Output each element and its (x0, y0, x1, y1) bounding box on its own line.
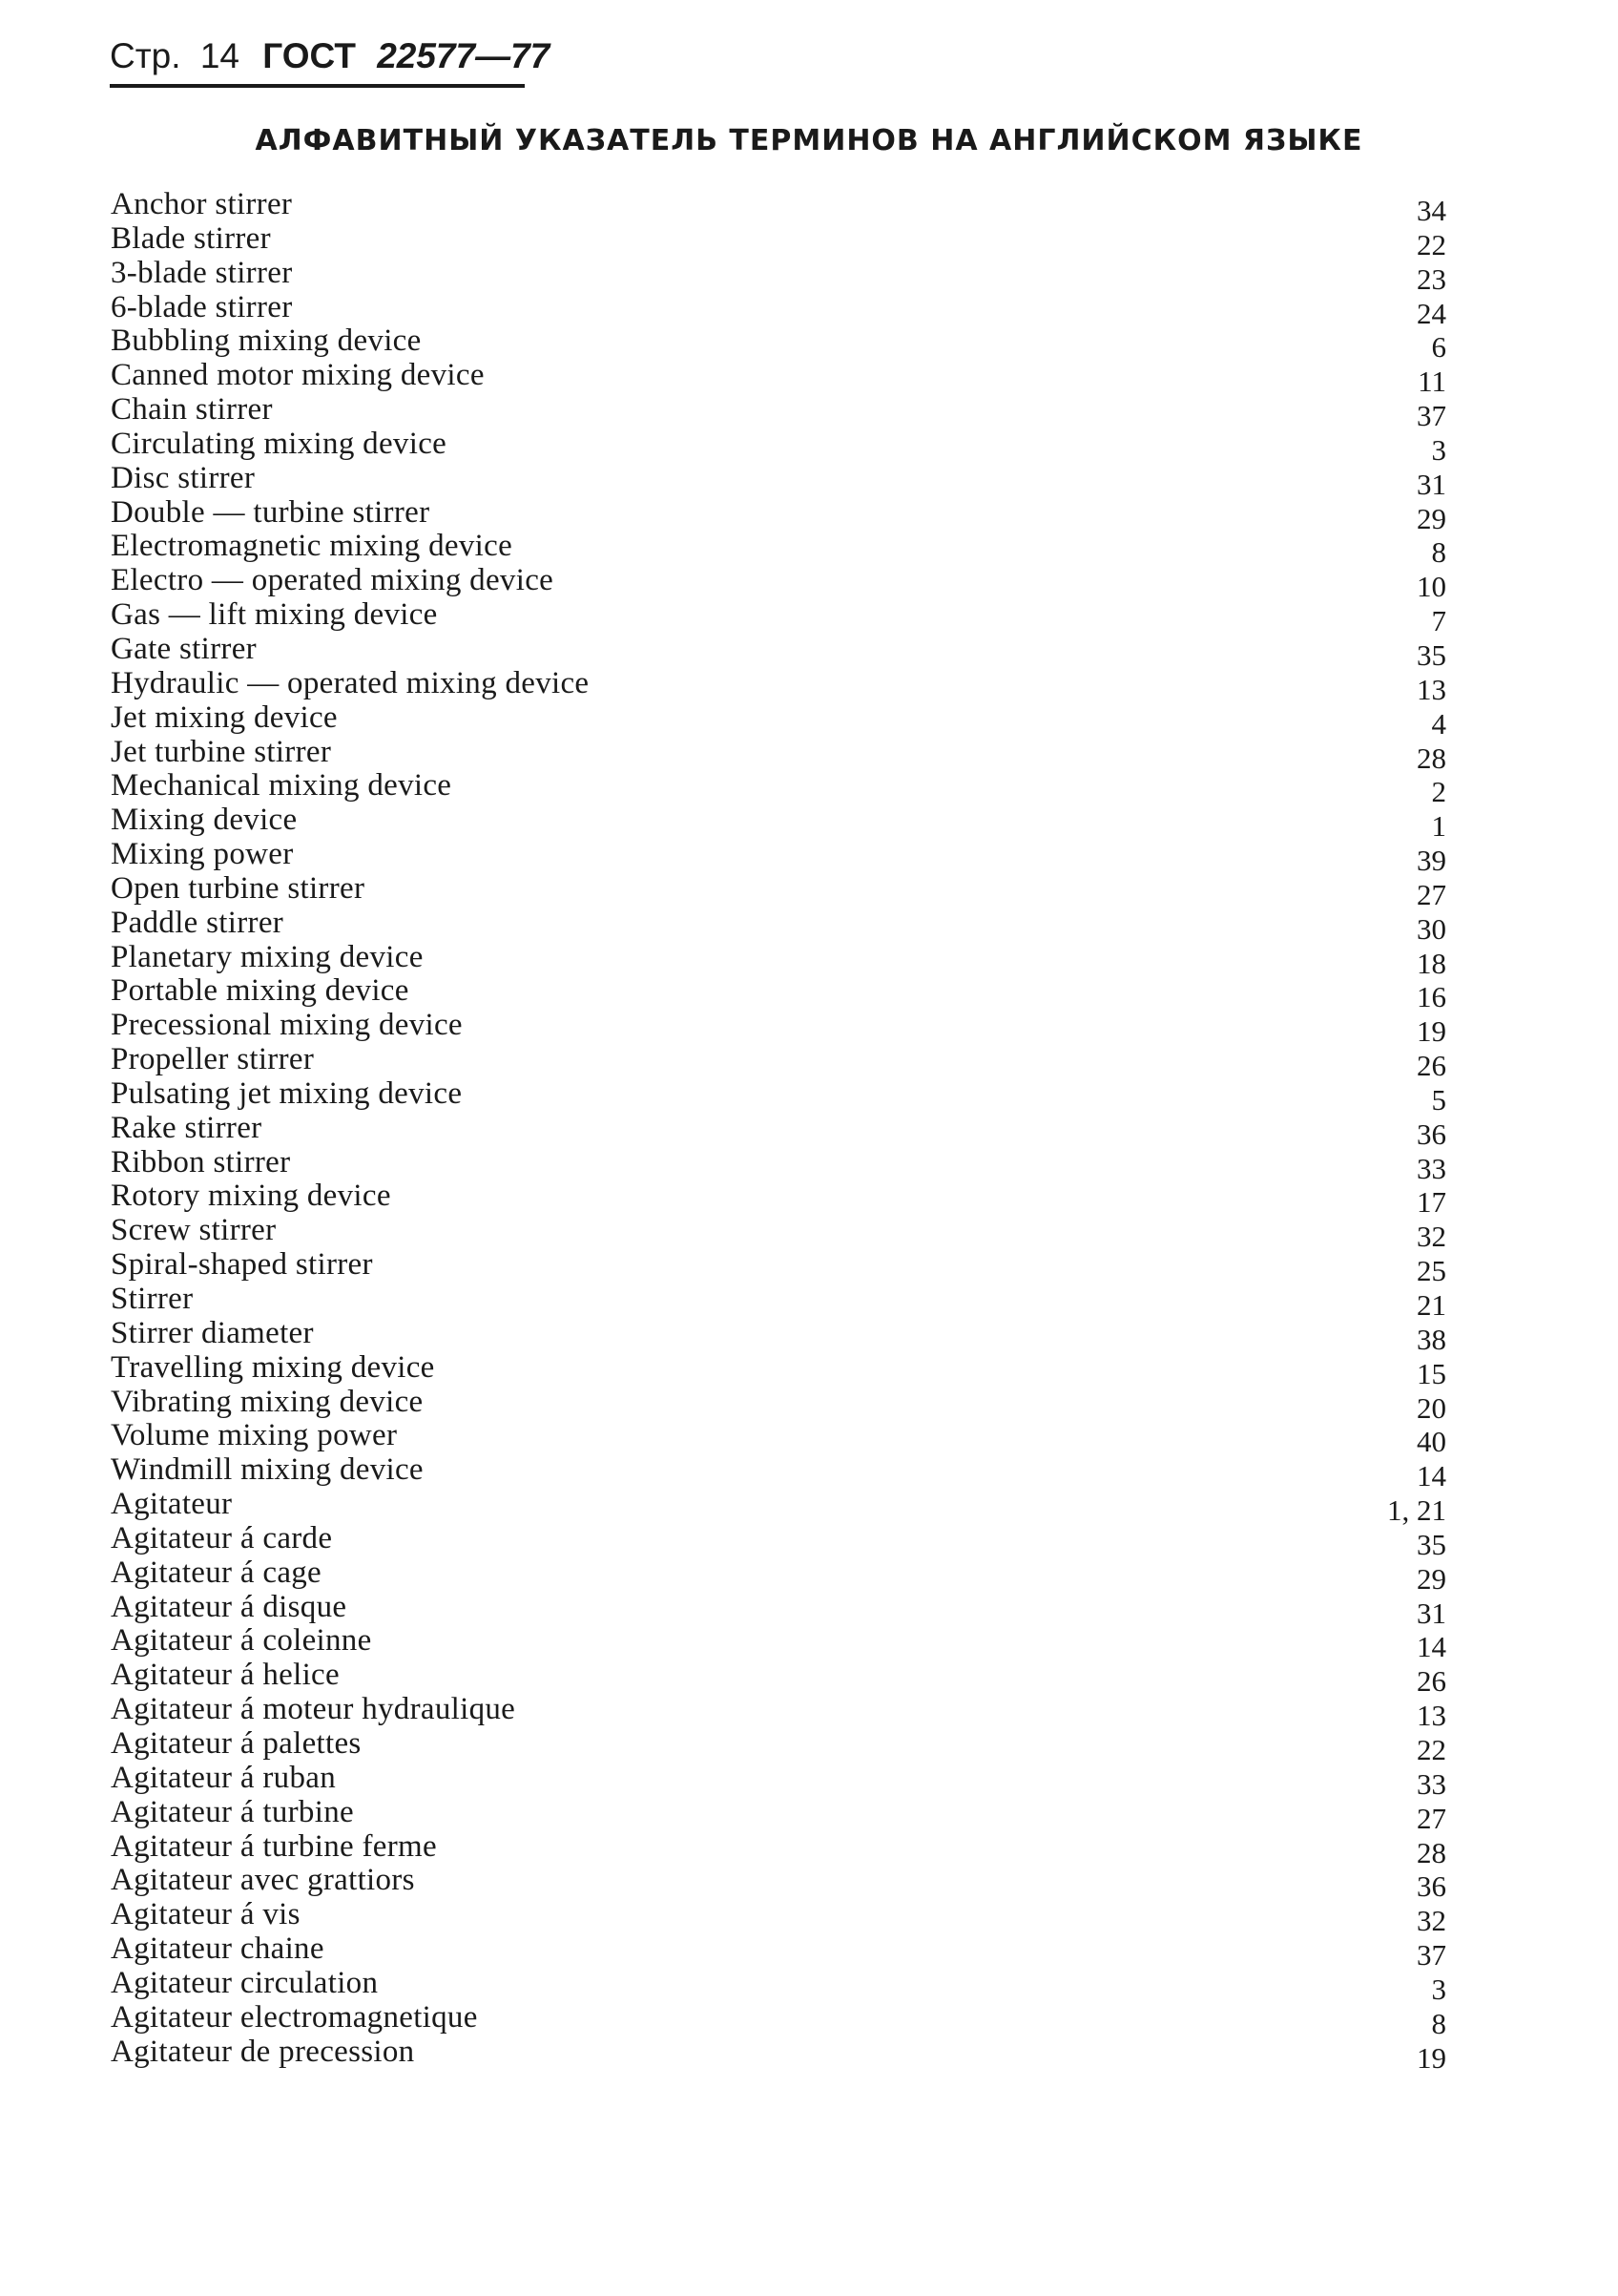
index-term: Agitateur á palettes (111, 1725, 362, 1761)
index-entry (111, 665, 1446, 706)
index-entry (111, 426, 1446, 467)
index-term: Agitateur á moteur hydraulique (111, 1692, 516, 1727)
index-term: Chain stirrer (111, 392, 273, 428)
index-entry (111, 1897, 1446, 1938)
index-entry (111, 529, 1446, 570)
index-term: Rake stirrer (111, 1110, 262, 1145)
index-reference-number: 6 (1431, 330, 1446, 365)
index-entry (111, 1349, 1446, 1390)
index-term: Vibrating mixing device (111, 1384, 424, 1419)
index-term: 3-blade stirrer (111, 255, 293, 290)
index-term: Stirrer diameter (111, 1315, 314, 1350)
index-entry (111, 1931, 1446, 1972)
index-reference-number: 10 (1417, 570, 1446, 604)
index-entry (111, 255, 1446, 296)
index-entry (111, 1623, 1446, 1664)
page-label: Стр. (110, 36, 181, 75)
index-entry (111, 1589, 1446, 1630)
index-reference-number: 22 (1417, 227, 1446, 261)
index-entry (111, 597, 1446, 638)
index-reference-number: 3 (1431, 432, 1446, 467)
index-reference-number: 38 (1417, 1322, 1446, 1356)
index-entry (111, 1008, 1446, 1049)
index-reference-number: 27 (1417, 877, 1446, 911)
index-reference-number: 11 (1418, 365, 1446, 399)
index-term: Agitateur á helice (111, 1658, 340, 1693)
index-reference-number: 18 (1417, 946, 1446, 980)
index-term: Agitateur electromagnetique (111, 1999, 478, 2035)
index-reference-number: 37 (1417, 1938, 1446, 1972)
index-term: Pulsating jet mixing device (111, 1075, 463, 1111)
index-term: Agitateur avec grattiors (111, 1863, 415, 1898)
index-reference-number: 20 (1417, 1390, 1446, 1425)
index-reference-number: 26 (1417, 1049, 1446, 1083)
index-reference-number: 36 (1417, 1117, 1446, 1151)
index-reference-number: 29 (1417, 1561, 1446, 1596)
index-entry (111, 1075, 1446, 1117)
index-term: Agitateur á disque (111, 1589, 347, 1624)
index-reference-number: 1 (1431, 809, 1446, 844)
index-entry (111, 1760, 1446, 1801)
index-term: Bubbling mixing device (111, 324, 422, 359)
index-term: Stirrer (111, 1282, 194, 1316)
index-list (111, 187, 1446, 2075)
index-entry (111, 837, 1446, 878)
index-term: Agitateur á turbine (111, 1794, 354, 1829)
index-term: Volume mixing power (111, 1418, 398, 1453)
index-term: Canned motor mixing device (111, 358, 485, 393)
index-reference-number: 28 (1417, 741, 1446, 775)
index-term: Propeller stirrer (111, 1042, 315, 1077)
running-head (110, 34, 550, 78)
index-reference-number: 40 (1417, 1425, 1446, 1459)
index-entry (111, 220, 1446, 261)
index-reference-number: 27 (1417, 1801, 1446, 1835)
standard-name: ГОСТ (262, 36, 356, 75)
index-entry (111, 187, 1446, 227)
index-entry (111, 494, 1446, 535)
index-term: Agitateur á vis (111, 1897, 301, 1932)
index-reference-number: 2 (1431, 775, 1446, 809)
index-reference-number: 3 (1431, 1972, 1446, 2006)
page-number: 14 (199, 36, 239, 75)
index-term: Gas — lift mixing device (111, 597, 438, 633)
index-reference-number: 19 (1417, 1014, 1446, 1049)
index-entry (111, 1965, 1446, 2006)
index-reference-number: 16 (1417, 980, 1446, 1014)
index-reference-number: 14 (1417, 1630, 1446, 1664)
index-term: Agitateur de precession (111, 2034, 415, 2069)
index-term: Spiral-shaped stirrer (111, 1247, 373, 1283)
index-reference-number: 25 (1417, 1254, 1446, 1288)
index-entry (111, 1247, 1446, 1288)
index-reference-number: 22 (1417, 1732, 1446, 1766)
index-term: Precessional mixing device (111, 1008, 463, 1043)
index-term: Agitateur á coleinne (111, 1623, 372, 1659)
index-reference-number: 24 (1417, 296, 1446, 330)
index-reference-number: 32 (1417, 1220, 1446, 1254)
index-term: Gate stirrer (111, 631, 257, 666)
index-entry (111, 905, 1446, 946)
index-term: 6-blade stirrer (111, 289, 293, 324)
index-term: Agitateur á carde (111, 1520, 333, 1555)
index-term: Hydraulic — operated mixing device (111, 665, 590, 700)
index-reference-number: 32 (1417, 1904, 1446, 1938)
index-entry (111, 699, 1446, 741)
index-term: Mechanical mixing device (111, 768, 452, 804)
index-entry (111, 1110, 1446, 1151)
index-entry (111, 1658, 1446, 1699)
index-term: Travelling mixing device (111, 1349, 435, 1385)
index-term: Blade stirrer (111, 220, 271, 256)
index-entry (111, 1487, 1446, 1528)
index-term: Disc stirrer (111, 460, 256, 495)
index-reference-number: 8 (1431, 2006, 1446, 2040)
index-reference-number: 29 (1417, 501, 1446, 535)
index-entry (111, 1384, 1446, 1425)
index-reference-number: 13 (1417, 672, 1446, 706)
index-reference-number: 36 (1417, 1869, 1446, 1904)
index-reference-number: 17 (1417, 1185, 1446, 1220)
index-reference-number: 15 (1417, 1356, 1446, 1390)
index-entry (111, 1725, 1446, 1766)
index-reference-number: 31 (1417, 1596, 1446, 1630)
index-term: Portable mixing device (111, 973, 409, 1009)
index-term: Ribbon stirrer (111, 1144, 291, 1179)
index-reference-number: 26 (1417, 1664, 1446, 1699)
index-term: Electro — operated mixing device (111, 563, 554, 598)
index-term: Electromagnetic mixing device (111, 529, 513, 564)
index-term: Agitateur chaine (111, 1931, 324, 1967)
index-entry (111, 324, 1446, 365)
index-entry (111, 1452, 1446, 1493)
header-rule (110, 84, 525, 88)
index-reference-number: 33 (1417, 1766, 1446, 1801)
index-entry (111, 870, 1446, 911)
index-entry (111, 289, 1446, 330)
index-entry (111, 1179, 1446, 1220)
index-title: АЛФАВИТНЫЙ УКАЗАТЕЛЬ ТЕРМИНОВ НА АНГЛИЙСКОМ ЯЗЫКЕ (255, 124, 1363, 157)
index-entry (111, 1418, 1446, 1459)
index-reference-number: 39 (1417, 844, 1446, 878)
index-reference-number: 19 (1417, 2040, 1446, 2075)
index-entry (111, 768, 1446, 809)
index-term: Jet turbine stirrer (111, 734, 332, 769)
index-entry (111, 939, 1446, 980)
index-entry (111, 1999, 1446, 2040)
index-term: Agitateur á cage (111, 1555, 322, 1590)
index-term: Paddle stirrer (111, 905, 284, 940)
index-reference-number: 35 (1417, 637, 1446, 672)
index-entry (111, 734, 1446, 775)
index-reference-number: 33 (1417, 1151, 1446, 1185)
index-entry (111, 358, 1446, 399)
index-entry (111, 392, 1446, 433)
index-reference-number: 23 (1417, 261, 1446, 296)
index-reference-number: 28 (1417, 1835, 1446, 1869)
index-term: Anchor stirrer (111, 187, 293, 221)
index-reference-number: 30 (1417, 911, 1446, 946)
index-reference-number: 13 (1417, 1699, 1446, 1733)
index-entry (111, 1692, 1446, 1733)
index-entry (111, 1144, 1446, 1185)
index-entry (111, 1863, 1446, 1904)
index-term: Agitateur circulation (111, 1965, 379, 2000)
index-entry (111, 973, 1446, 1014)
index-reference-number: 35 (1417, 1527, 1446, 1561)
index-entry (111, 2034, 1446, 2075)
index-term: Double — turbine stirrer (111, 494, 430, 530)
index-term: Mixing device (111, 803, 298, 838)
index-reference-number: 21 (1417, 1288, 1446, 1322)
index-reference-number: 1, 21 (1387, 1493, 1446, 1528)
index-reference-number: 31 (1417, 467, 1446, 501)
index-entry (111, 1213, 1446, 1254)
index-entry (111, 1042, 1446, 1083)
index-term: Screw stirrer (111, 1213, 277, 1248)
index-entry (111, 1828, 1446, 1869)
index-entry (111, 563, 1446, 604)
index-entry (111, 1794, 1446, 1835)
index-reference-number: 14 (1417, 1459, 1446, 1493)
index-entry (111, 460, 1446, 501)
index-reference-number: 7 (1431, 604, 1446, 638)
index-term: Windmill mixing device (111, 1452, 424, 1488)
index-reference-number: 5 (1431, 1082, 1446, 1117)
index-term: Mixing power (111, 837, 294, 872)
index-term: Open turbine stirrer (111, 870, 365, 906)
index-reference-number: 4 (1431, 706, 1446, 741)
standard-number: 22577—77 (377, 36, 550, 75)
index-term: Agitateur á turbine ferme (111, 1828, 437, 1864)
index-reference-number: 34 (1417, 194, 1446, 227)
index-entry (111, 1520, 1446, 1561)
index-term: Circulating mixing device (111, 426, 447, 461)
index-reference-number: 8 (1431, 535, 1446, 570)
index-term: Agitateur á ruban (111, 1760, 337, 1795)
index-term: Jet mixing device (111, 699, 338, 735)
index-term: Rotory mixing device (111, 1179, 391, 1214)
index-entry (111, 1555, 1446, 1596)
index-entry (111, 1282, 1446, 1322)
index-term: Agitateur (111, 1487, 233, 1522)
index-entry (111, 803, 1446, 844)
index-term: Planetary mixing device (111, 939, 424, 974)
index-reference-number: 37 (1417, 399, 1446, 433)
index-entry (111, 1315, 1446, 1356)
index-entry (111, 631, 1446, 672)
